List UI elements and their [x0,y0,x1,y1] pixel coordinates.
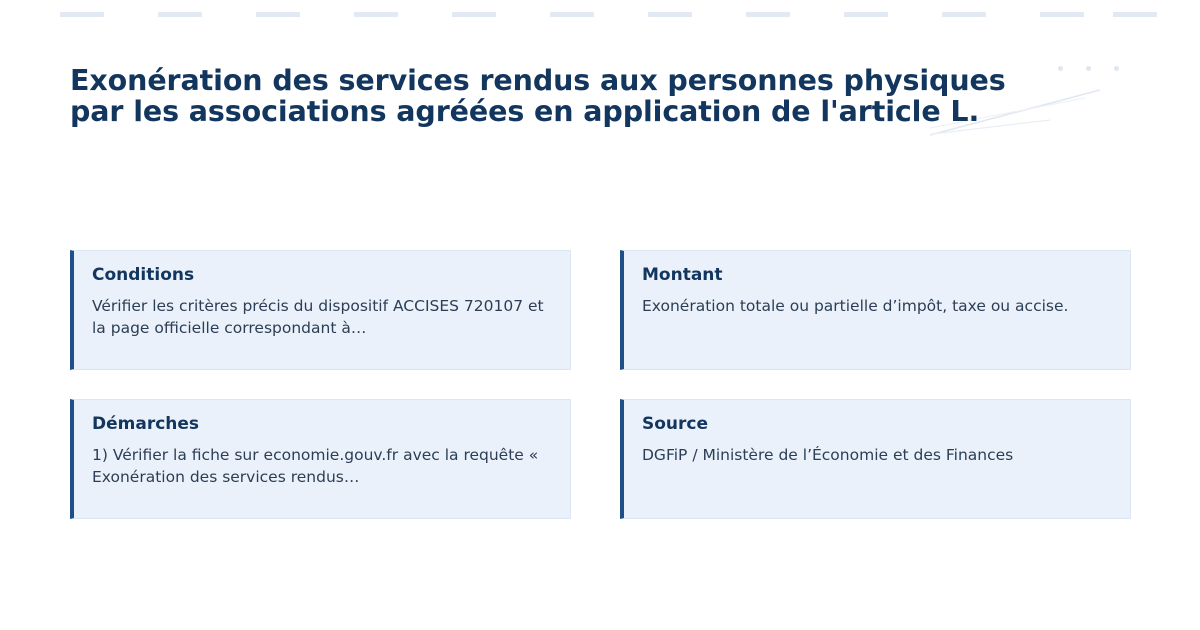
dash-segment [746,12,790,17]
dot-glyph [1086,66,1091,71]
dash-segment [256,12,300,17]
card-montant [620,250,1131,370]
dash-segment [648,12,692,17]
dash-segment [60,12,104,17]
dash-segment [550,12,594,17]
top-dash-decoration [0,0,1200,18]
card-body-montant: Exonération totale ou partielle d’impôt, taxe ou accise. [642,297,1069,315]
dot-glyph [1114,66,1119,71]
card-source [620,399,1131,519]
card-demarches [70,399,571,519]
card-title-conditions: Conditions [92,265,195,285]
dash-segment [354,12,398,17]
card-body-source: DGFiP / Ministère de l’Économie et des Finances [642,446,1014,464]
page-title: Exonération des services rendus aux personnes physiques par les associations agréées en application de l'article L. [70,64,1006,129]
card-title-demarches: Démarches [92,414,200,434]
card-body-conditions: Vérifier les critères précis du dispositif ACCISES 720107 et la page officielle correspondant à… [92,297,544,337]
cards-grid [70,250,1131,519]
dash-segment [1113,12,1157,17]
card-body-demarches: 1) Vérifier la fiche sur economie.gouv.fr avec la requête « Exonération des services rendus… [92,446,539,486]
dash-segment [1040,12,1084,17]
card-title-montant: Montant [642,265,723,285]
dot-decoration [1050,66,1130,76]
dash-segment [942,12,986,17]
dash-segment [844,12,888,17]
dash-segment [158,12,202,17]
card-title-source: Source [642,414,709,434]
card-conditions [70,250,571,370]
dash-segment [452,12,496,17]
